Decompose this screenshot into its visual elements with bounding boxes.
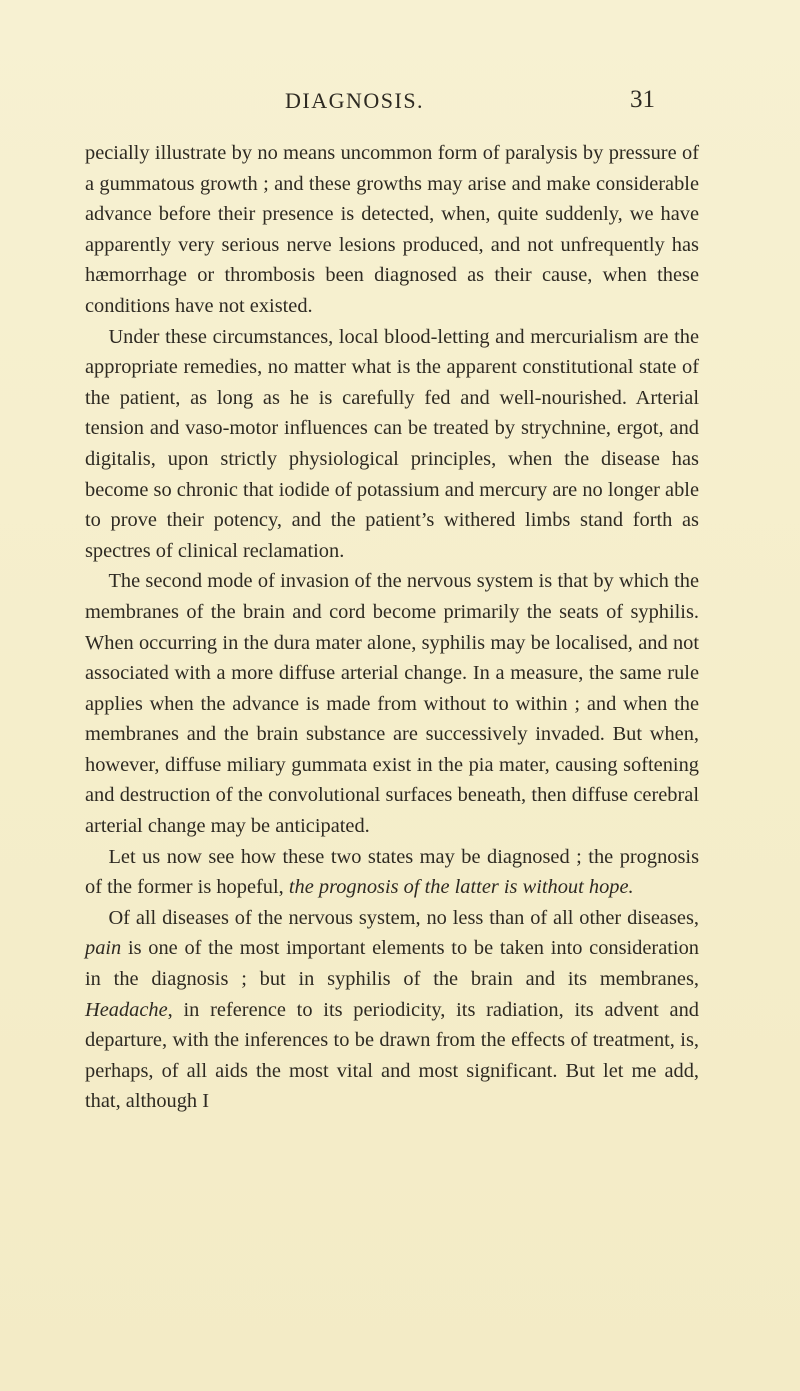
paragraph-5-text-1: Of all diseases of the nervous system, no less than of all other diseases, bbox=[108, 906, 699, 929]
page-header bbox=[0, 88, 800, 118]
body-text bbox=[85, 138, 699, 1117]
page-number: 31 bbox=[630, 86, 655, 113]
paragraph-5-text-2: is one of the most important elements to be taken into consideration in the diagnosis ; but in syphilis of the brain and its membranes, bbox=[85, 937, 699, 991]
paragraph-1: pecially illustrate by no means uncommon form of paralysis by pressure of a gummatous growth ; and these growths may arise and make considerable advance before their presence is detected, when, quite suddenly, we have apparently very serious nerve lesions produced, and not unfrequently has hæmorrhage or thrombosis been diagnosed as their cause, when these conditions have not existed. bbox=[85, 142, 699, 317]
paragraph-4-italic: the prognosis of the latter is without hope. bbox=[288, 876, 634, 899]
paragraph-5-text-3: , in reference to its periodicity, its radiation, its advent and departure, with the inferences to be drawn from the effects of treatment, is, perhaps, of all aids the most vital and most significant. But let me add, that, although I bbox=[85, 998, 699, 1113]
paragraph-2: Under these circumstances, local blood-letting and mercurialism are the appropriate remedies, no matter what is the apparent constitutional state of the patient, as long as he is carefully fed and well-nourished. Arterial tension and vaso-motor influences can be treated by strychnine, ergot, and digitalis, upon strictly physiological principles, when the disease has become so chronic that iodide of potassium and mercury are no longer able to prove their potency, and the patient’s withered limbs stand forth as spectres of clinical reclamation. bbox=[85, 325, 699, 562]
paragraph-5-italic-headache: Headache bbox=[85, 998, 168, 1021]
paragraph-5 bbox=[85, 903, 699, 1117]
paragraph-5-italic-pain: pain bbox=[85, 937, 122, 960]
paragraph-3: The second mode of invasion of the nervous system is that by which the membranes of the brain and cord become primarily the seats of syphilis. When occurring in the dura mater alone, syphilis may be localised, and not associated with a more diffuse arterial change. In a measure, the same rule applies when the advance is made from without to within ; and when the membranes and the brain substance are successively invaded. But when, however, diffuse miliary gummata exist in the pia mater, causing softening and destruction of the convolutional surfaces beneath, then diffuse cerebral arterial change may be anticipated. bbox=[85, 570, 699, 838]
paragraph-4 bbox=[85, 842, 699, 903]
running-title: DIAGNOSIS. bbox=[285, 88, 425, 113]
paragraph-4-text: Let us now see how these two states may be diagnosed ; the prognosis of the former is hopeful, bbox=[85, 845, 699, 899]
